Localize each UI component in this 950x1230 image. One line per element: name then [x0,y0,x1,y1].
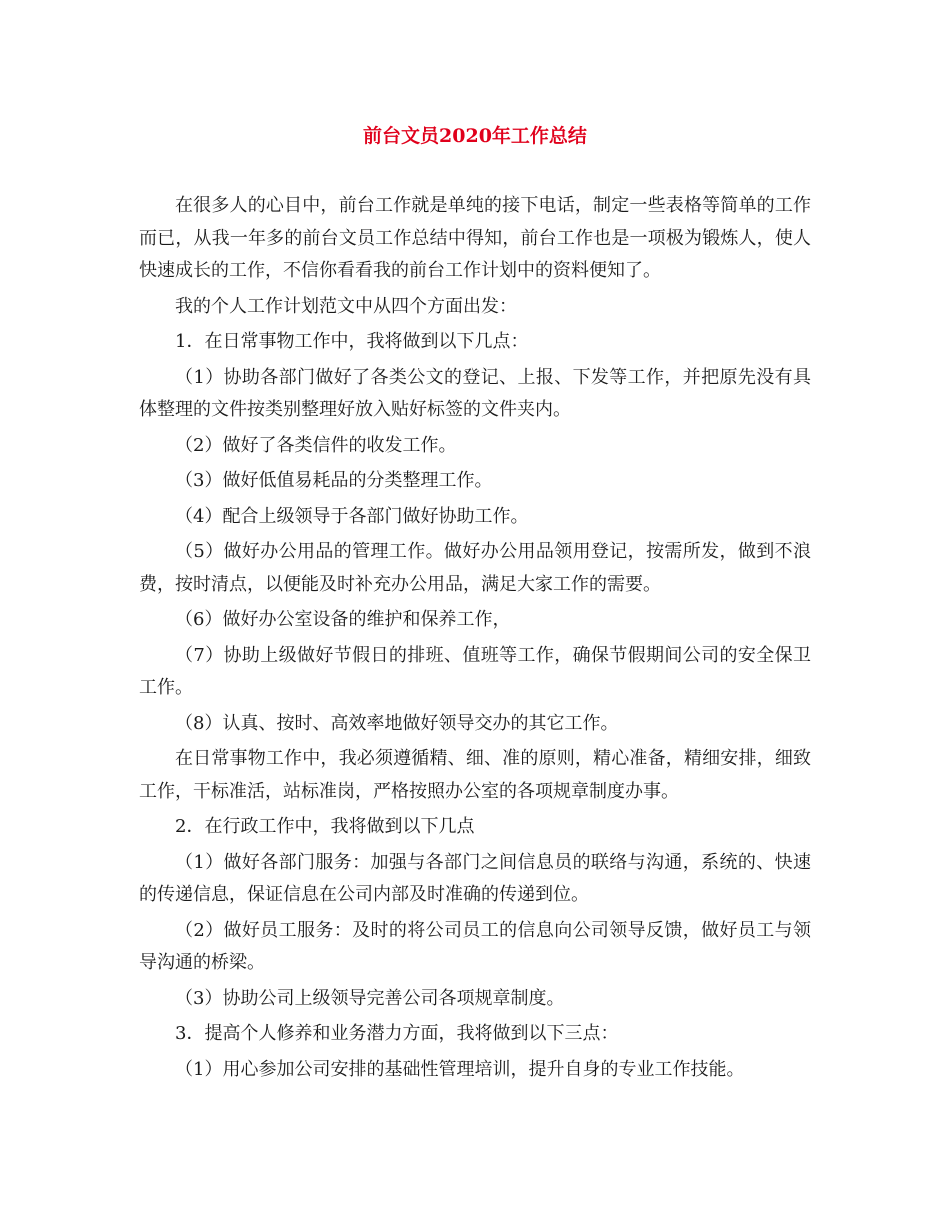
paragraph: （3）协助公司上级领导完善公司各项规章制度。 [175,987,565,1009]
paragraph: （4）配合上级领导于各部门做好协助工作。 [175,505,529,527]
paragraph: （8）认真、按时、高效率地做好领导交办的其它工作。 [175,712,619,734]
paragraph: （1）用心参加公司安排的基础性管理培训，提升自身的专业工作技能。 [175,1058,745,1080]
document-body [139,190,811,1089]
document-title: 前台文员2020年工作总结 [363,125,587,147]
paragraph: （1）协助各部门做好了各类公文的登记、上报、下发等工作，并把原先没有具体整理的文件按类别整理好放入贴好标签的文件夹内。 [139,366,811,420]
paragraph: （6）做好办公室设备的维护和保养工作， [175,609,511,630]
paragraph: （1）做好各部门服务：加强与各部门之间信息员的联络与沟通，系统的、快速的传递信息，保证信息在公司内部及时准确的传递到位。 [139,851,811,905]
paragraph: 在很多人的心目中，前台工作就是单纯的接下电话，制定一些表格等简单的工作而已，从我一年多的前台文员工作总结中得知，前台工作也是一项极为锻炼人，使人快速成长的工作，不信你看看我的前台工作计划中的资料便知了。 [139,195,811,281]
paragraph: （7）协助上级做好节假日的排班、值班等工作，确保节假期间公司的安全保卫工作。 [139,644,811,698]
paragraph: （3）做好低值易耗品的分类整理工作。 [175,470,493,491]
paragraph: （2）做好了各类信件的收发工作。 [175,434,457,456]
paragraph: （5）做好办公用品的管理工作。做好办公用品领用登记，按需所发，做到不浪费，按时清点，以便能及时补充办公用品，满足大家工作的需要。 [139,541,811,595]
paragraph: 我的个人工作计划范文中从四个方面出发： [175,295,517,317]
paragraph: 3．提高个人修养和业务潜力方面，我将做到以下三点： [175,1023,619,1044]
paragraph: 1．在日常事物工作中，我将做到以下几点： [175,331,529,352]
paragraph: 2．在行政工作中，我将做到以下几点 [175,816,475,837]
paragraph: （2）做好员工服务：及时的将公司员工的信息向公司领导反馈，做好员工与领导沟通的桥梁。 [139,919,811,973]
paragraph: 在日常事物工作中，我必须遵循精、细、准的原则，精心准备，精细安排，细致工作，干标准活，站标准岗，严格按照办公室的各项规章制度办事。 [139,748,811,802]
